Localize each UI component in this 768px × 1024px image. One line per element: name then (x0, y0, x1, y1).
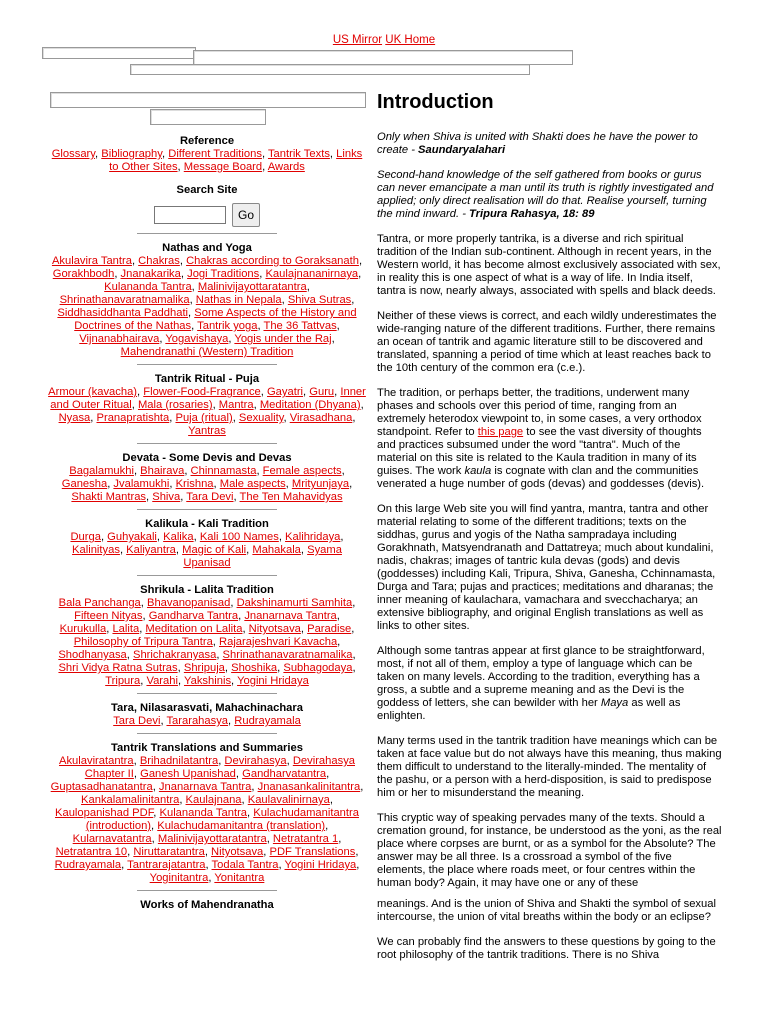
emphasis: kaula (464, 465, 492, 477)
search-input[interactable] (154, 206, 226, 224)
quote-text: Only when Shiva is united with Shakti does he have the power to create - (377, 131, 698, 156)
sidebar-header-bar (50, 92, 366, 108)
banner-bar-top (193, 50, 573, 65)
link-kulananda-tantra[interactable]: Kulananda Tantra (159, 807, 248, 819)
link-subhagodaya[interactable]: Subhagodaya (283, 662, 353, 674)
divider (137, 364, 277, 365)
link-the-36-tattvas[interactable]: The 36 Tattvas (263, 320, 337, 332)
link-kalika[interactable]: Kalika (163, 531, 194, 543)
link-the-ten-mahavidyas[interactable]: The Ten Mahavidyas (239, 491, 343, 503)
link-different-traditions[interactable]: Different Traditions (168, 148, 262, 160)
link-shrinathanavaratnamalika[interactable]: Shrinathanavaratnamalika (222, 649, 353, 661)
link-mahendranathi-western-tradition[interactable]: Mahendranathi (Western) Tradition (120, 346, 294, 358)
link-kali-100-names[interactable]: Kali 100 Names (199, 531, 279, 543)
paragraph (377, 645, 722, 723)
link-yogavishaya[interactable]: Yogavishaya (165, 333, 229, 345)
section-links: Armour (kavacha), Flower-Food-Fragrance, Gayatri, Guru, Inner and Outer Ritual, Mala (rosaries), Mantra, Meditation (Dhyana), Nyasa, Pranapratishta, Puja (ritual), Sexuality, Virasadhana, Yantras (48, 386, 366, 437)
link-brihadnilatantra[interactable]: Brihadnilatantra (139, 755, 219, 767)
link-tantrik-texts[interactable]: Tantrik Texts (267, 148, 330, 160)
link-mahakala[interactable]: Mahakala (252, 544, 301, 556)
link-glossary[interactable]: Glossary (51, 148, 96, 160)
link-devirahasya-chapter-ii[interactable]: Devirahasya Chapter II (84, 755, 356, 780)
link-male-aspects[interactable]: Male aspects (219, 478, 286, 490)
section-heading: Tantrik Translations and Summaries (111, 742, 303, 754)
link-guptasadhanatantra[interactable]: Guptasadhanatantra (50, 781, 153, 793)
link-dakshinamurti-samhita[interactable]: Dakshinamurti Samhita (236, 597, 353, 609)
link-some-aspects-of-the-history-and-doctrines-of-the-nathas[interactable]: Some Aspects of the History and Doctrines of the Nathas (74, 307, 357, 332)
divider (137, 733, 277, 734)
paragraph: Tantra, or more properly tantrika, is a diverse and rich spiritual tradition of the Indian sub-continent. Although in recent years, in the Western world, it has become almost exclusively associated with sex, in reality this is one aspect of what is a way of life. In India itself, tantra is now, nearly always, associated with spells and black deeds. (377, 233, 721, 297)
link-jnanakarika[interactable]: Jnanakarika (120, 268, 181, 280)
link-netratantra-1[interactable]: Netratantra 1 (272, 833, 339, 845)
section-shrikula-lalita-tradition (48, 584, 366, 688)
link-message-board[interactable]: Message Board (183, 161, 263, 173)
link-tara-devi[interactable]: Tara Devi (186, 491, 234, 503)
link-netratantra-10[interactable]: Netratantra 10 (55, 846, 128, 858)
uk-home-link[interactable]: UK Home (385, 34, 436, 46)
link-kularnavatantra[interactable]: Kularnavatantra (72, 833, 152, 845)
link-shiva[interactable]: Shiva (152, 491, 181, 503)
link-nityotsava[interactable]: Nityotsava (211, 846, 264, 858)
section-heading: Shrikula - Lalita Tradition (140, 584, 274, 596)
page-title: Introduction (377, 91, 494, 113)
link-female-aspects[interactable]: Female aspects (262, 465, 342, 477)
link-shoshika[interactable]: Shoshika (231, 662, 278, 674)
quote-saundaryalahari (377, 131, 722, 157)
link-bibliography[interactable]: Bibliography (101, 148, 163, 160)
link-yantras[interactable]: Yantras (188, 425, 226, 437)
link-gorakhbodh[interactable]: Gorakhbodh (52, 268, 115, 280)
link-todala-tantra[interactable]: Todala Tantra (211, 859, 279, 871)
link-flower-food-fragrance[interactable]: Flower-Food-Fragrance (143, 386, 261, 398)
divider (137, 443, 277, 444)
section-heading: Tara, Nilasarasvati, Mahachinachara (111, 702, 303, 714)
link-syama-upanisad[interactable]: Syama Upanisad (183, 544, 342, 569)
link-jogi-traditions[interactable]: Jogi Traditions (187, 268, 260, 280)
section-heading: Nathas and Yoga (162, 242, 252, 254)
link-rudrayamala[interactable]: Rudrayamala (234, 715, 301, 727)
link-rudrayamala[interactable]: Rudrayamala (54, 859, 122, 871)
link-paradise[interactable]: Paradise (307, 623, 352, 635)
paragraph: Neither of these views is correct, and each wildly underestimates the wide-ranging nature of the different traditions. Further, there remains an ocean of tantrik and agamic literature still to be discovered and translated, spanning a period of time which at least reaches back to the 10th century of the common era (c.e.). (377, 310, 717, 374)
link-mantra[interactable]: Mantra (218, 399, 254, 411)
quote-source: Tripura Rahasya, 18: 89 (469, 208, 595, 220)
paragraph: We can probably find the answers to these questions by going to the root philosophy of the tantrik traditions. There is no Shiva (377, 936, 716, 961)
search-section (48, 184, 366, 227)
link-yonitantra[interactable]: Yonitantra (214, 872, 265, 884)
section-nathas-and-yoga (48, 242, 366, 359)
link-kaulavalinirnaya[interactable]: Kaulavalinirnaya (247, 794, 330, 806)
link-ganesha[interactable]: Ganesha (61, 478, 108, 490)
section-heading: Kalikula - Kali Tradition (145, 518, 269, 530)
us-mirror-link[interactable]: US Mirror (332, 34, 383, 46)
link-devirahasya[interactable]: Devirahasya (224, 755, 287, 767)
link-kaulajnana[interactable]: Kaulajnana (185, 794, 242, 806)
section-heading: Tantrik Ritual - Puja (154, 373, 260, 385)
link-tara-devi[interactable]: Tara Devi (113, 715, 161, 727)
link-kurukulla[interactable]: Kurukulla (59, 623, 107, 635)
reference-heading: Reference (179, 135, 235, 147)
link-philosophy-of-tripura-tantra[interactable]: Philosophy of Tripura Tantra (73, 636, 213, 648)
section-tantrik-translations-and-summaries (48, 742, 366, 885)
link-meditation-on-lalita[interactable]: Meditation on Lalita (145, 623, 243, 635)
link-jvalamukhi[interactable]: Jvalamukhi (113, 478, 170, 490)
link-kaliyantra[interactable]: Kaliyantra (126, 544, 176, 556)
link-bala-panchanga[interactable]: Bala Panchanga (58, 597, 141, 609)
paragraph-text: to see the vast diversity of thoughts and practices subsumed under the word "tantra". Much of the material on this site is related to the Kaula tradition in many of its guises. The work (377, 426, 702, 477)
link-guru[interactable]: Guru (309, 386, 335, 398)
link-kalinityas[interactable]: Kalinityas (72, 544, 120, 556)
link-ganesh-upanishad[interactable]: Ganesh Upanishad (140, 768, 236, 780)
main-content (377, 90, 722, 974)
paragraph: meanings. And is the union of Shiva and Shakti the symbol of sexual intercourse, the union of vital breaths within the body or an eclipse? (377, 898, 716, 923)
link-shrinathanavaratnamalika[interactable]: Shrinathanavaratnamalika (59, 294, 190, 306)
section-tara-nilasarasvati-mahachinachara (48, 702, 366, 728)
link-inner-and-outer-ritual[interactable]: Inner and Outer Ritual (50, 386, 366, 411)
paragraph-text: as well as enlighten. (377, 697, 681, 722)
link-pranapratishta[interactable]: Pranapratishta (96, 412, 170, 424)
link-jnanarnava-tantra[interactable]: Jnanarnava Tantra (158, 781, 252, 793)
link-yakshinis[interactable]: Yakshinis (183, 675, 232, 687)
link-jnanasankalinitantra[interactable]: Jnanasankalinitantra (257, 781, 361, 793)
paragraph-text: The tradition, or perhaps better, the traditions, underwent many phases and schools over this period of time, ranging from an extremely heterodox viewpoint to, in some cases, a very orthodox standpoint. Refer to (377, 387, 702, 438)
link-nityotsava[interactable]: Nityotsava (248, 623, 301, 635)
link-durga[interactable]: Durga (70, 531, 101, 543)
link-bhairava[interactable]: Bhairava (140, 465, 185, 477)
link-bagalamukhi[interactable]: Bagalamukhi (69, 465, 134, 477)
link-tantrik-yoga[interactable]: Tantrik yoga (197, 320, 258, 332)
link-akulaviratantra[interactable]: Akulaviratantra (58, 755, 134, 767)
section-links: Bagalamukhi, Bhairava, Chinnamasta, Female aspects, Ganesha, Jvalamukhi, Krishna, Male aspects, Mrityunjaya, Shakti Mantras, Shiva, Tara Devi, The Ten Mahavidyas (61, 465, 353, 503)
this-page-link[interactable]: this page (477, 426, 524, 438)
link-mala-rosaries[interactable]: Mala (rosaries) (137, 399, 213, 411)
link-varahi[interactable]: Varahi (146, 675, 178, 687)
link-gandharva-tantra[interactable]: Gandharva Tantra (148, 610, 239, 622)
link-kulachudamanitantra-introduction[interactable]: Kulachudamanitantra (introduction) (85, 807, 359, 832)
link-kankalamalinitantra[interactable]: Kankalamalinitantra (81, 794, 180, 806)
link-nyasa[interactable]: Nyasa (58, 412, 91, 424)
link-yogini-hridaya[interactable]: Yogini Hridaya (284, 859, 357, 871)
quote-source: Saundaryalahari (418, 144, 506, 156)
link-kaulajnananirnaya[interactable]: Kaulajnananirnaya (265, 268, 359, 280)
link-chinnamasta[interactable]: Chinnamasta (190, 465, 257, 477)
link-virasadhana[interactable]: Virasadhana (289, 412, 353, 424)
link-sections (48, 242, 366, 912)
divider (137, 509, 277, 510)
link-kulananda-tantra[interactable]: Kulananda Tantra (104, 281, 192, 293)
link-gayatri[interactable]: Gayatri (266, 386, 304, 398)
link-pdf-translations[interactable]: PDF Translations (269, 846, 356, 858)
link-guhyakali[interactable]: Guhyakali (107, 531, 157, 543)
link-vijnanabhairava[interactable]: Vijnanabhairava (79, 333, 160, 345)
link-lalita[interactable]: Lalita (112, 623, 140, 635)
link-tararahasya[interactable]: Tararahasya (166, 715, 229, 727)
link-tantrarajatantra[interactable]: Tantrarajatantra (127, 859, 206, 871)
section-devata-some-devis-and-devas (48, 452, 366, 504)
sidebar (48, 135, 366, 912)
link-rajarajeshvari-kavacha[interactable]: Rajarajeshvari Kavacha (219, 636, 338, 648)
section-kalikula-kali-tradition (48, 518, 366, 570)
link-mrityunjaya[interactable]: Mrityunjaya (291, 478, 350, 490)
link-tripura[interactable]: Tripura (105, 675, 141, 687)
go-button[interactable]: Go (232, 203, 260, 227)
paragraph: On this large Web site you will find yantra, mantra, tantra and other material relating to some of the different traditions; texts on the siddhas, gurus and yogis of the Natha sampradaya including Gorakhnath, Matsyendranath and Dattatreya; much about kundalini, nadis, chakras; images of tantric kula devas (gods) and devis (goddesses) including Kali, Tripura, Shiva, Ganesha, Cchinnamasta, Durga and Tara; pujas and practices; meditations and dharanas; the inner meaning of kaulachara, vamachara and svecchacharya; an extensive bibliography, and original English translations as well as links to other sites. (377, 503, 716, 632)
link-shodhanyasa[interactable]: Shodhanyasa (58, 649, 127, 661)
divider (137, 575, 277, 576)
link-shiva-sutras[interactable]: Shiva Sutras (287, 294, 352, 306)
link-nathas-in-nepala[interactable]: Nathas in Nepala (195, 294, 282, 306)
link-puja-ritual[interactable]: Puja (ritual) (175, 412, 233, 424)
section-links: Bala Panchanga, Bhavanopanisad, Dakshinamurti Samhita, Fifteen Nityas, Gandharva Tantra, Jnanarnava Tantra, Kurukulla, Lalita, Meditation on Lalita, Nityotsava, Paradise, Philosophy of Tripura Tantra, Rajarajeshvari Kavacha, Shodhanyasa, Shrichakranyasa, Shrinathanavaratnamalika, Shri Vidya Ratna Sutras, Shripuja, Shoshika, Subhagodaya, Tripura, Varahi, Yakshinis, Yogini Hridaya (58, 597, 356, 687)
paragraph (377, 387, 722, 491)
link-sexuality[interactable]: Sexuality (238, 412, 284, 424)
link-kalihridaya[interactable]: Kalihridaya (285, 531, 341, 543)
link-links-to-other-sites[interactable]: Links to Other Sites (109, 148, 363, 173)
quote-text: Second-hand knowledge of the self gathered from books or gurus can never emancipate a man until its truth is rightly investigated and applied; only direct realisation will do that. Realise yourself, turning the mind inward. - (377, 169, 714, 220)
paragraph-text: is cognate with clan and the communities venerated a huge number of gods (devas) and goddesses (devis). (377, 465, 705, 490)
banner-bar-bottom (130, 64, 530, 75)
link-shrichakranyasa[interactable]: Shrichakranyasa (133, 649, 217, 661)
link-niruttaratantra[interactable]: Niruttaratantra (133, 846, 205, 858)
link-gandharvatantra[interactable]: Gandharvatantra (242, 768, 327, 780)
link-jnanarnava-tantra[interactable]: Jnanarnava Tantra (244, 610, 337, 622)
link-akulavira-tantra[interactable]: Akulavira Tantra (51, 255, 132, 267)
top-links (0, 34, 768, 46)
divider (137, 693, 277, 694)
section-links: Durga, Guhyakali, Kalika, Kali 100 Names, Kalihridaya, Kalinityas, Kaliyantra, Magic of Kali, Mahakala, Syama Upanisad (70, 531, 344, 569)
reference-section (48, 135, 366, 174)
section-heading: Devata - Some Devis and Devas (122, 452, 292, 464)
divider (137, 233, 277, 234)
link-shripuja[interactable]: Shripuja (183, 662, 225, 674)
link-kulachudamanitantra-translation[interactable]: Kulachudamanitantra (translation) (157, 820, 326, 832)
link-chakras-according-to-goraksanath[interactable]: Chakras according to Goraksanath (186, 255, 359, 267)
section-tantrik-ritual-puja (48, 373, 366, 438)
link-shri-vidya-ratna-sutras[interactable]: Shri Vidya Ratna Sutras (58, 662, 178, 674)
link-shakti-mantras[interactable]: Shakti Mantras (71, 491, 147, 503)
paragraph: Many terms used in the tantrik tradition have meanings which can be taken at face value but do not always have this meaning, thus making them difficult to understand to the literally-minded. The mentality of the pashu, or a person with a herd-disposition, is said to predispose him or her to misunderstand the meaning. (377, 735, 722, 799)
link-malinivijayottaratantra[interactable]: Malinivijayottaratantra (197, 281, 307, 293)
link-armour-kavacha[interactable]: Armour (kavacha) (48, 386, 138, 398)
link-kaulopanishad-pdf[interactable]: Kaulopanishad PDF (55, 807, 154, 819)
divider (137, 890, 277, 891)
search-form (48, 203, 366, 227)
link-yogini-hridaya[interactable]: Yogini Hridaya (237, 675, 309, 687)
link-krishna[interactable]: Krishna (175, 478, 214, 490)
link-fifteen-nityas[interactable]: Fifteen Nityas (74, 610, 143, 622)
link-chakras[interactable]: Chakras (138, 255, 180, 267)
link-meditation-dhyana[interactable]: Meditation (Dhyana) (259, 399, 361, 411)
search-heading: Search Site (176, 184, 238, 196)
link-malinivijayottaratantra[interactable]: Malinivijayottaratantra (157, 833, 267, 845)
section-works-of-mahendranatha (48, 899, 366, 912)
paragraph-text: Although some tantras appear at first glance to be straightforward, most, if not all of them, employ a type of language which can be taken on many levels. According to the tradition, everything has a gross, a subtle and a supreme meaning and as the Devi is the goddess of letters, she can bewilder with her (377, 645, 705, 709)
link-awards[interactable]: Awards (267, 161, 305, 173)
emphasis: Maya (600, 697, 629, 709)
paragraph: This cryptic way of speaking pervades many of the texts. Should a cremation ground, for instance, be understood as the yoni, as the real place where corpses are burnt, or as a symbol for the Absolute? The answer may be all three. Is a crossroad a symbol of the five elements, the place where roads meet, or four centres within the human body? Again, it may have one or any of these (377, 812, 722, 889)
section-links: Tara Devi, Tararahasya, Rudrayamala (113, 715, 301, 727)
section-heading: Works of Mahendranatha (140, 899, 274, 911)
link-yoginitantra[interactable]: Yoginitantra (149, 872, 209, 884)
link-magic-of-kali[interactable]: Magic of Kali (182, 544, 247, 556)
banner-bar-left (42, 47, 196, 59)
link-siddhasiddhanta-paddhati[interactable]: Siddhasiddhanta Paddhati (57, 307, 189, 319)
quote-tripura (377, 169, 722, 221)
link-yogis-under-the-raj[interactable]: Yogis under the Raj (234, 333, 332, 345)
reference-links: Glossary, Bibliography, Different Traditions, Tantrik Texts, Links to Other Sites, Message Board, Awards (51, 148, 363, 173)
sidebar-header-bar-small (150, 109, 266, 125)
link-bhavanopanisad[interactable]: Bhavanopanisad (146, 597, 231, 609)
section-links: Akulaviratantra, Brihadnilatantra, Devirahasya, Devirahasya Chapter II, Ganesh Upanishad, Gandharvatantra, Guptasadhanatantra, Jnanarnava Tantra, Jnanasankalinitantra, Kankalamalinitantra, Kaulajnana, Kaulavalinirnaya, Kaulopanishad PDF, Kulananda Tantra, Kulachudamanitantra (introduction), Kulachudamanitantra (translation), Kularnavatantra, Malinivijayottaratantra, Netratantra 1, Netratantra 10, Niruttaratantra, Nityotsava, PDF Translations, Rudrayamala, Tantrarajatantra, Todala Tantra, Yogini Hridaya, Yoginitantra, Yonitantra (50, 755, 364, 884)
section-links: Akulavira Tantra, Chakras, Chakras according to Goraksanath, Gorakhbodh, Jnanakarika, Jogi Traditions, Kaulajnananirnaya, Kulananda Tantra, Malinivijayottaratantra, Shrinathanavaratnamalika, Nathas in Nepala, Shiva Sutras, Siddhasiddhanta Paddhati, Some Aspects of the History and Doctrines of the Nathas, Tantrik yoga, The 36 Tattvas, Vijnanabhairava, Yogavishaya, Yogis under the Raj, Mahendranathi (Western) Tradition (51, 255, 363, 358)
